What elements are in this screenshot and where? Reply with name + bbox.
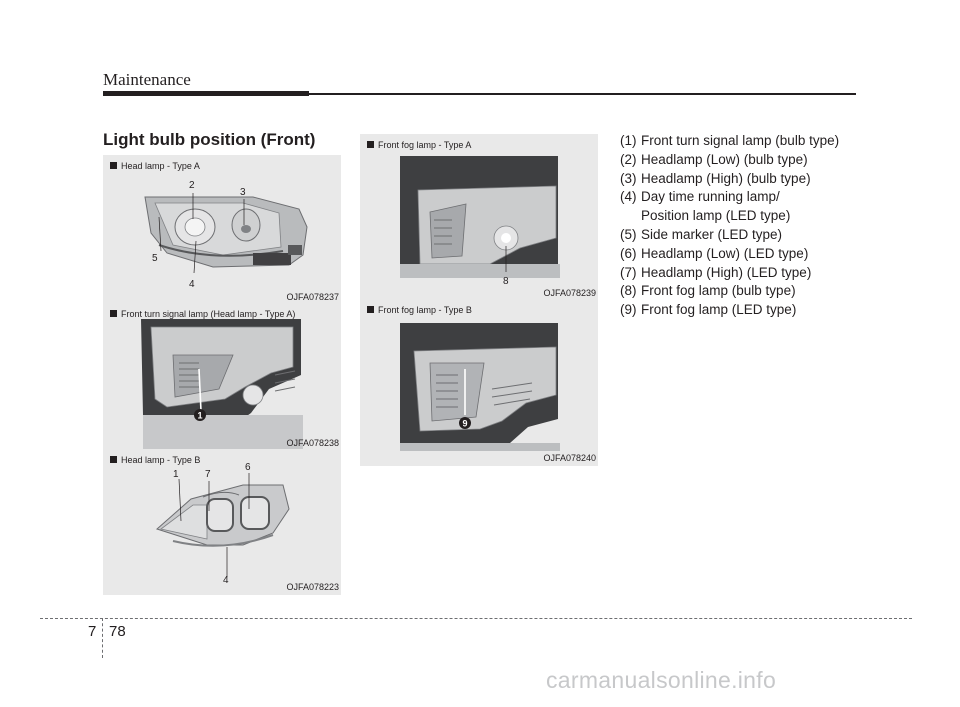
callout-label: 3 [240,187,246,198]
page-number: 78 [109,623,126,640]
callout-label: 9 [462,418,468,429]
fog-lamp-type-a-illustration [360,134,598,301]
callout-label: 6 [245,462,251,473]
list-item: (6) Headlamp (Low) (LED type) [620,245,809,261]
turn-signal-lamp-illustration [103,303,341,451]
callout-label: 7 [205,469,211,480]
list-item: (5) Side marker (LED type) [620,226,783,242]
figure-caption: Front fog lamp - Type A [367,140,471,150]
chapter-number: 7 [88,623,97,640]
figure-code: OJFA078239 [543,288,596,298]
list-item: (9) Front fog lamp (LED type) [620,302,797,318]
figure-caption: Head lamp - Type A [110,161,200,171]
callout-label: 1 [173,469,179,480]
head-lamp-type-b-illustration [103,449,341,595]
figure-code: OJFA078238 [286,438,339,448]
figure-head-lamp-type-a [103,155,341,305]
list-item: (2) Headlamp (Low) (bulb type) [620,151,808,167]
list-item: (1) Front turn signal lamp (bulb type) [620,133,840,148]
figure-caption: Front fog lamp - Type B [367,305,472,315]
section-title: Light bulb position (Front) [103,130,316,149]
bullet-square-icon [367,306,374,313]
figure-caption: Head lamp - Type B [110,455,200,465]
callout-label: 1 [197,410,203,421]
figure-front-turn-signal-lamp [103,303,341,451]
callout-label: 8 [503,276,509,287]
list-item: (4) Day time running lamp/ Position lamp (LED type) [620,189,791,224]
figure-code: OJFA078240 [543,453,596,463]
head-lamp-type-a-illustration [103,155,341,305]
figure-front-fog-lamp-type-a [360,134,598,301]
figure-code: OJFA078223 [286,582,339,592]
header-rule-thin [309,93,856,95]
bullet-square-icon [110,310,117,317]
callout-label: 2 [189,180,195,191]
footer-rule [40,618,912,619]
figure-code: OJFA078237 [286,292,339,302]
fog-lamp-type-b-illustration [360,299,598,466]
list-item: (7) Headlamp (High) (LED type) [620,264,812,280]
header-title: Maintenance [103,70,191,89]
callout-label: 4 [189,279,195,290]
callout-label: 5 [152,253,158,264]
bullet-square-icon [367,141,374,148]
bulb-position-list [620,132,920,320]
figure-head-lamp-type-b [103,449,341,595]
bullet-square-icon [110,456,117,463]
watermark: carmanualsonline.info [546,667,777,693]
figure-caption: Front turn signal lamp (Head lamp - Type A) [110,309,295,319]
callout-label: 4 [223,575,229,586]
header-rule-thick [103,91,309,96]
list-item: (3) Headlamp (High) (bulb type) [620,170,811,186]
bullet-square-icon [110,162,117,169]
list-item: (8) Front fog lamp (bulb type) [620,283,796,299]
footer-divider [102,618,103,658]
figure-front-fog-lamp-type-b [360,299,598,466]
